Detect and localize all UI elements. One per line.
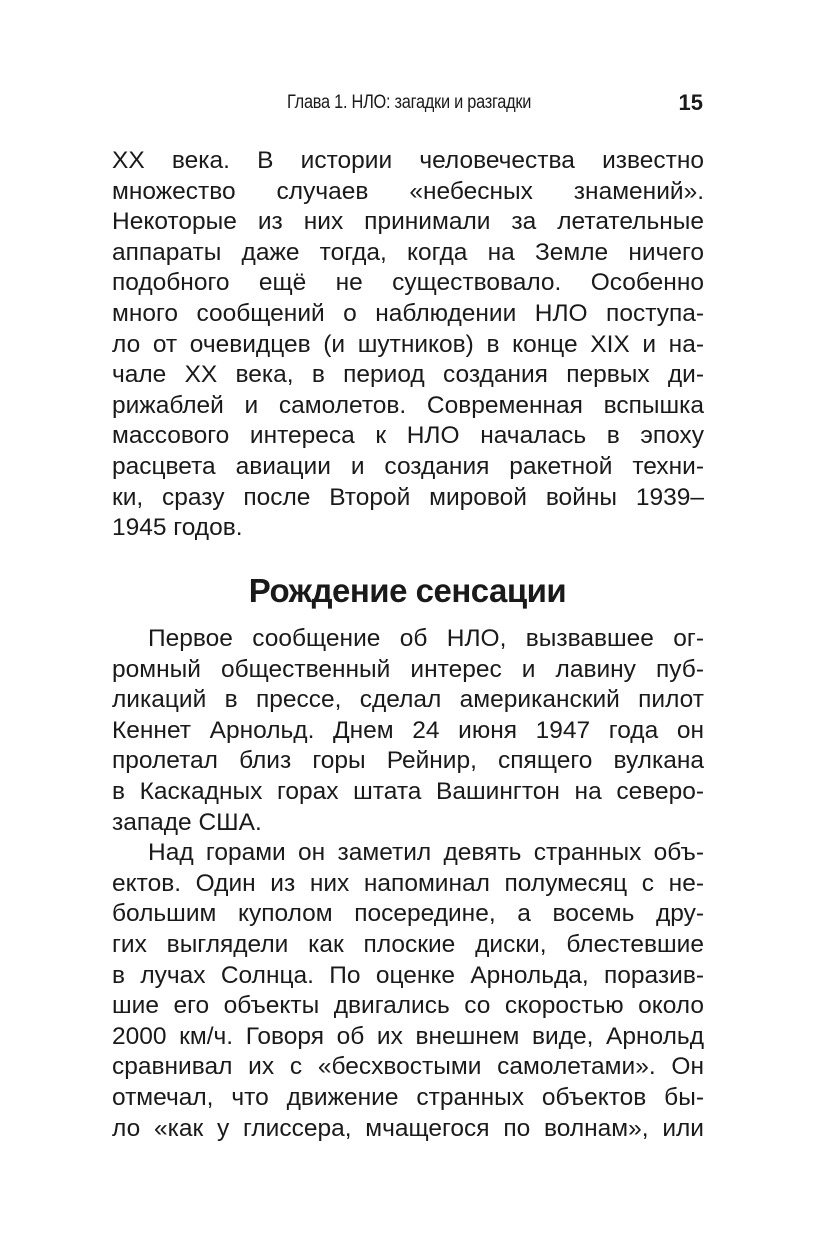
text-line: Некоторые из них принимали за летательные [112, 208, 704, 236]
text-line: массового интереса к НЛО началась в эпоху [112, 422, 704, 450]
text-line: множество случаев «небесных знамений». [112, 177, 704, 205]
text-line: шие его объекты двигались со скоростью около [112, 992, 704, 1020]
text-line: аппараты даже тогда, когда на Земле ничего [112, 238, 704, 266]
page-number: 15 [678, 90, 703, 115]
paragraph-1 [112, 146, 704, 544]
text-line: гих выглядели как плоские диски, блестевшие [112, 930, 704, 958]
text-line: расцвета авиации и создания ракетной техни- [112, 452, 704, 480]
text-line: западе США. [112, 808, 262, 836]
paragraph-2-3 [112, 624, 704, 1144]
text-line: XX века. В истории человечества известно [112, 147, 704, 174]
text-line: 2000 км/ч. Говоря об их внешнем виде, Арнольд [112, 1022, 704, 1050]
text-line: в лучах Солнца. По оценке Арнольда, поразив- [112, 961, 704, 989]
text-line: Над горами он заметил девять странных объ- [148, 839, 704, 867]
text-line: 1945 годов. [112, 514, 243, 542]
text-line: ки, сразу после Второй мировой войны 1939– [112, 483, 704, 511]
text-line: большим куполом посередине, а восемь дру- [112, 900, 704, 928]
text-line: ромный общественный интерес и лавину пуб- [112, 655, 704, 683]
text-line: рижаблей и самолетов. Современная вспышка [112, 391, 704, 419]
text-line: чале XX века, в период создания первых ди- [112, 361, 704, 389]
text-line: ликаций в прессе, сделал американский пилот [112, 686, 704, 714]
text-line: пролетал близ горы Рейнир, спящего вулкана [112, 747, 704, 775]
text-line: отмечал, что движение странных объектов бы- [112, 1083, 704, 1111]
text-line: ектов. Один из них напоминал полумесяц с не- [112, 869, 704, 897]
text-line: ло от очевидцев (и шутников) в конце XIX и на- [112, 330, 704, 358]
text-line: Первое сообщение об НЛО, вызвавшее ог- [148, 625, 704, 652]
text-line: много сообщений о наблюдении НЛО поступа- [112, 299, 704, 327]
text-line: подобного ещё не существовало. Особенно [112, 269, 704, 297]
text-line: в Каскадных горах штата Вашингтон на северо- [112, 777, 704, 805]
section-heading: Рождение сенсации [248, 572, 567, 609]
text-line: ло «как у глиссера, мчащегося по волнам», или [112, 1114, 704, 1142]
text-line: Кеннет Арнольд. Днем 24 июня 1947 года он [112, 716, 704, 744]
text-line: сравнивал их с «бесхвостыми самолетами». Он [112, 1053, 704, 1081]
running-header-title: Глава 1. НЛО: загадки и разгадки [287, 92, 532, 113]
